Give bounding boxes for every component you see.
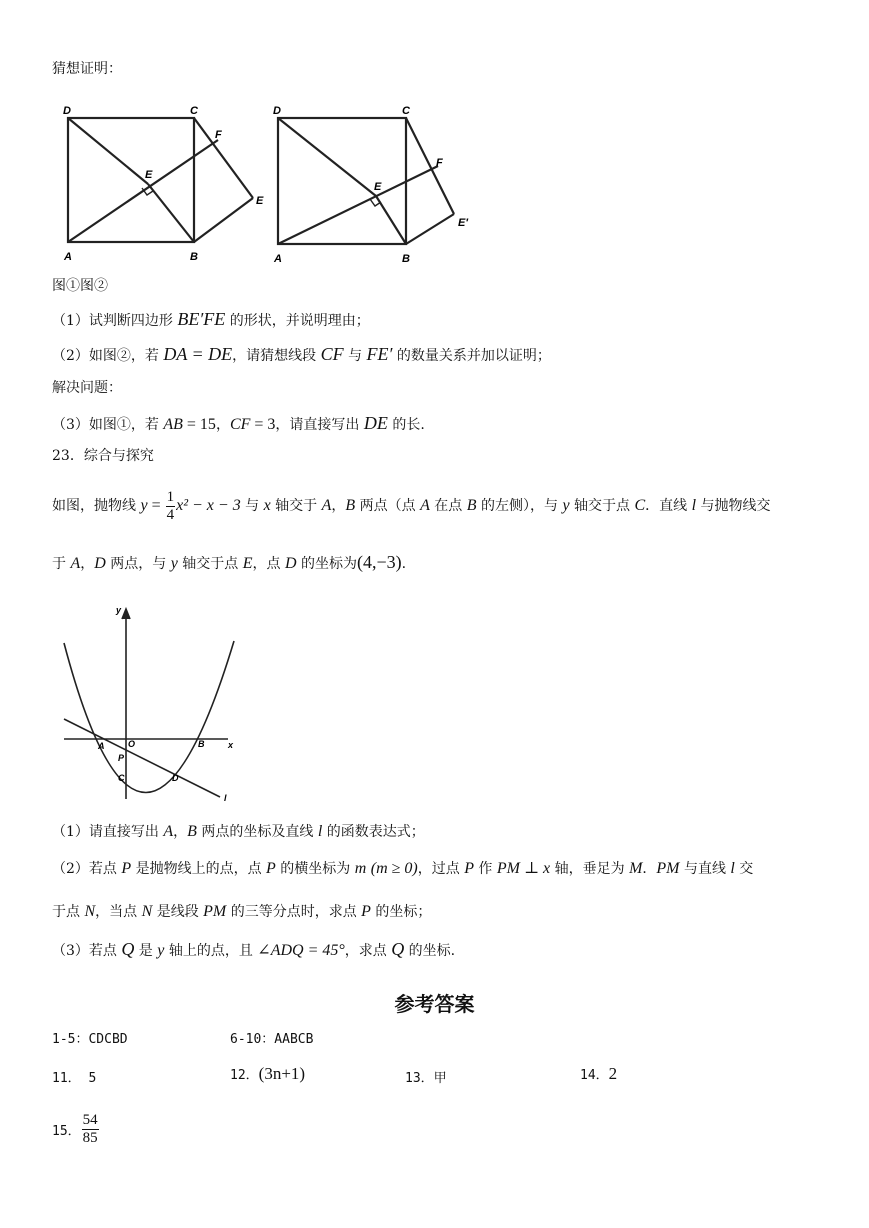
- parabola-label-P: P: [118, 753, 125, 763]
- fig2-label-E-prime: E′: [458, 217, 468, 229]
- answers-6-10: 6-10：AABCB: [230, 1032, 314, 1047]
- q22-part1: （1）试判断四边形 BE′FE 的形状，并说明理由；: [52, 309, 370, 329]
- answer-13: 13．甲: [405, 1071, 447, 1086]
- fig1-label-E: E: [145, 169, 153, 181]
- q22-part2: （2）如图②，若 DA = DE，请猜想线段 CF 与 FE′ 的数量关系并加以证明；: [52, 344, 551, 364]
- answer-14: 14．2: [580, 1064, 618, 1083]
- fig1-label-D: D: [63, 105, 71, 117]
- q23-part2-line2: 于点 N，当点 N 是线段 PM 的三等分点时，求点 P 的坐标；: [52, 903, 432, 920]
- q23-part1: （1）请直接写出 A，B 两点的坐标及直线 l 的函数表达式；: [52, 823, 425, 840]
- answer-15: 15． $\frac{54}{85}$: [52, 1112, 98, 1146]
- q22-part3: （3）如图①，若 AB = 15，CF = 3，请直接写出 DE 的长.: [52, 413, 425, 433]
- q23-intro-line2: 于 A，D 两点，与 y 轴交于点 E，点 D 的坐标为(4,−3).: [52, 552, 407, 572]
- fig2-label-D: D: [273, 105, 281, 117]
- fig2-label-C: C: [402, 105, 410, 117]
- fig2-label-E: E: [374, 181, 382, 193]
- parabola-label-B: B: [198, 739, 205, 749]
- fig2-label-A: A: [274, 253, 282, 265]
- parabola-label-l: l: [224, 793, 227, 803]
- fig2-label-B: B: [402, 253, 410, 265]
- q23-intro-line1: 如图，抛物线 y = $\frac{1}{4}$ x² − x − 3 与 x 轴交于 A，B 两点（点 A 在点 B 的左侧），与 y 轴交于点 C．直线 l 与抛物线交: [52, 488, 771, 523]
- fraction-one-quarter: $\frac{1}{4}$: [166, 488, 175, 523]
- answers-title: 参考答案: [394, 992, 475, 1016]
- parabola-label-C: C: [118, 773, 125, 783]
- parabola-label-y: y: [116, 605, 122, 615]
- parabola-figure: [58, 603, 243, 803]
- fig1-label-A: A: [64, 251, 72, 263]
- parabola-label-D: D: [172, 773, 179, 783]
- figure-caption: 图①图②: [52, 278, 108, 294]
- fig1-label-B: B: [190, 251, 198, 263]
- parabola-label-O: O: [128, 739, 136, 749]
- fig1-label-E-prime: E: [256, 195, 264, 207]
- fraction-54-85: $\frac{54}{85}$: [82, 1112, 98, 1146]
- parabola-label-A: A: [98, 741, 105, 751]
- figure-1-square: [60, 100, 270, 265]
- q23-part2-line1: （2）若点 P 是抛物线上的点，点 P 的横坐标为 m (m ≥ 0)，过点 P 作 PM ⊥ x 轴，垂足为 M．PM 与直线 l 交: [52, 860, 754, 877]
- fig1-label-C: C: [190, 105, 198, 117]
- section-label-conjecture: 猜想证明：: [52, 61, 122, 77]
- answer-12: 12．(3n+1): [230, 1064, 306, 1083]
- figure-2-square: [270, 100, 490, 265]
- answers-1-5: 1-5：CDCBD: [52, 1032, 128, 1047]
- fig1-label-F: F: [215, 129, 222, 141]
- answer-11: 11． 5: [52, 1071, 97, 1086]
- q23-title: 23．综合与探究: [52, 448, 154, 464]
- section-label-solve: 解决问题：: [52, 380, 122, 396]
- fig2-label-F: F: [436, 157, 443, 169]
- parabola-label-x: x: [228, 740, 234, 750]
- q23-part3: （3）若点 Q 是 y 轴上的点，且 ∠ADQ = 45°，求点 Q 的坐标.: [52, 939, 456, 959]
